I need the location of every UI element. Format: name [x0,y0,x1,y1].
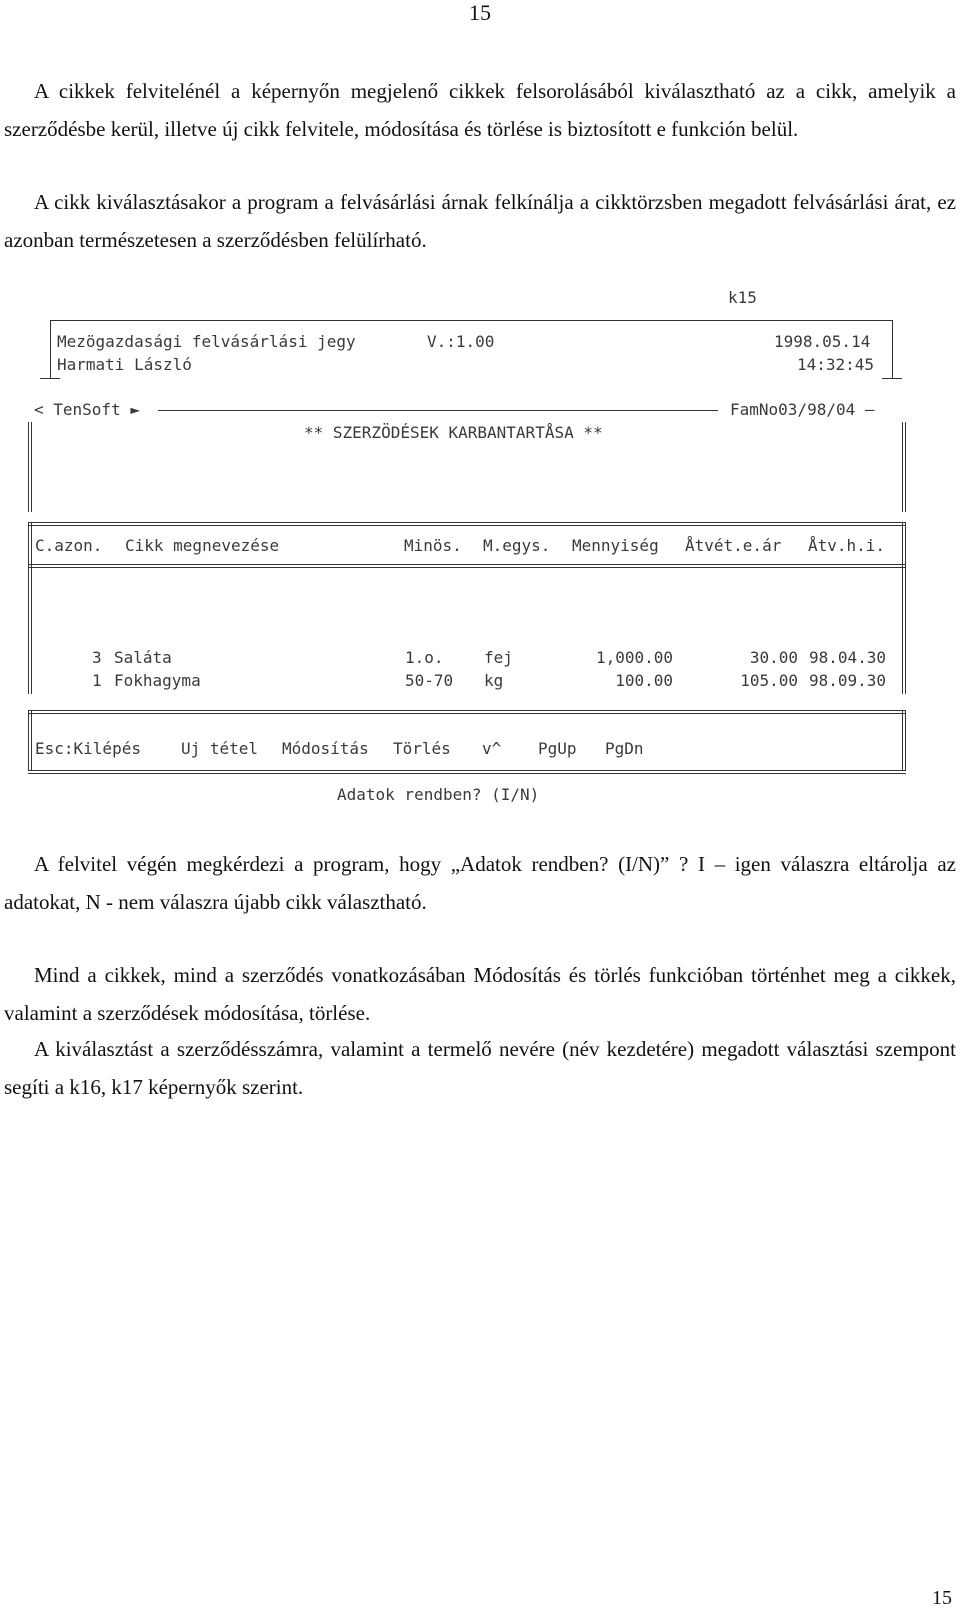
user-name: Harmati László [57,355,192,374]
app-version: V.:1.00 [427,332,495,351]
column-header-unit: M.egys. [483,536,551,555]
menu-left-border [28,710,32,770]
column-header-quantity: Mennyiség [572,536,659,555]
row-name: Fokhagyma [114,671,201,690]
paragraph-modify-delete [4,957,956,1032]
app-title: Mezögazdasági felvásárlási jegy [57,332,356,351]
paragraph-confirmation [4,846,956,921]
screen-label: k15 [728,288,757,307]
column-header-quality: Minös. [404,536,462,555]
row-unit: fej [484,648,513,667]
column-header-name: Cikk megnevezése [125,536,280,555]
vendor-label: < TenSoft ► [34,400,140,419]
menu-exit[interactable]: Esc:Kilépés [35,739,141,758]
column-header-price: Åtvét.e.ár [685,536,782,555]
row-date: 98.09.30 [809,671,887,690]
row-id: 3 [92,648,102,667]
row-price: 30.00 [749,648,798,667]
form-code: FamNo03/98/04 — [730,400,875,419]
header-box-left-foot [40,378,60,379]
row-date: 98.04.30 [809,648,887,667]
paragraph-text: A felvitel végén megkérdezi a program, hogy „Adatok rendben? (I/N)” ? I – igen válaszra eltárolja az adatokat, N - nem válaszra újabb cikk választható. [4,852,956,914]
paragraph-selection-criteria [4,1031,956,1106]
header-box-top-border [50,320,893,321]
vendor-divider [158,410,718,411]
row-quantity: 100.00 [615,671,673,690]
row-quality: 50-70 [405,671,454,690]
table-header-divider [28,564,906,568]
table-right-border [902,522,906,694]
header-box-right-border [892,320,893,378]
menu-page-down[interactable]: PgDn [605,739,644,758]
header-box-right-foot [882,378,902,379]
paragraph-article-selection [4,73,956,148]
column-header-id: C.azon. [35,536,103,555]
menu-modify[interactable]: Módosítás [282,739,369,758]
header-box-left-border [50,320,51,378]
paragraph-text: A cikk kiválasztásakor a program a felvásárlási árnak felkínálja a cikktörzsben megadott felvásárlási árat, ez azonban természetesen a szerződésben felülírható. [4,190,956,252]
section-title: ** SZERZÖDÉSEK KARBANTARTÅSA ** [304,423,603,442]
title-area-left-border [28,422,32,512]
menu-bottom-border [28,770,906,774]
row-unit: kg [484,671,504,690]
menu-right-border [902,710,906,770]
table-top-border [28,522,906,526]
row-id: 1 [92,671,102,690]
menu-delete[interactable]: Törlés [393,739,451,758]
menu-page-up[interactable]: PgUp [538,739,577,758]
page-number-top: 15 [469,0,491,25]
title-area-right-border [902,422,906,512]
paragraph-text: Mind a cikkek, mind a szerződés vonatkozásában Módosítás és törlés funkcióban történhet meg a cikkek, valamint a szerződések módosítása, törlése. [4,963,956,1025]
current-date: 1998.05.14 [774,332,871,351]
menu-arrows[interactable]: v^ [482,739,502,758]
terminal-screenshot [0,280,960,840]
confirm-prompt: Adatok rendben? (I/N) [337,785,540,804]
row-price: 105.00 [740,671,798,690]
row-quality: 1.o. [405,648,444,667]
menu-new-item[interactable]: Uj tétel [181,739,259,758]
column-header-date: Åtv.h.i. [808,536,886,555]
page-number-bottom: 15 [932,1587,952,1609]
current-time: 14:32:45 [797,355,875,374]
paragraph-text: A kiválasztást a szerződésszámra, valamint a termelő nevére (név kezdetére) megadott választási szempont segíti a k16, k17 képernyők szerint. [4,1037,956,1099]
table-left-border [28,522,32,694]
row-quantity: 1,000.00 [595,648,673,667]
paragraph-purchase-price [4,184,956,259]
menu-top-border [28,710,906,714]
row-name: Saláta [114,648,172,667]
paragraph-text: A cikkek felvitelénél a képernyőn megjelenő cikkek felsorolásából kiválasztható az a cikk, amelyik a szerződésbe kerül, illetve új cikk felvitele, módosítása és törlése is biztosított e funkción belül. [4,79,956,141]
